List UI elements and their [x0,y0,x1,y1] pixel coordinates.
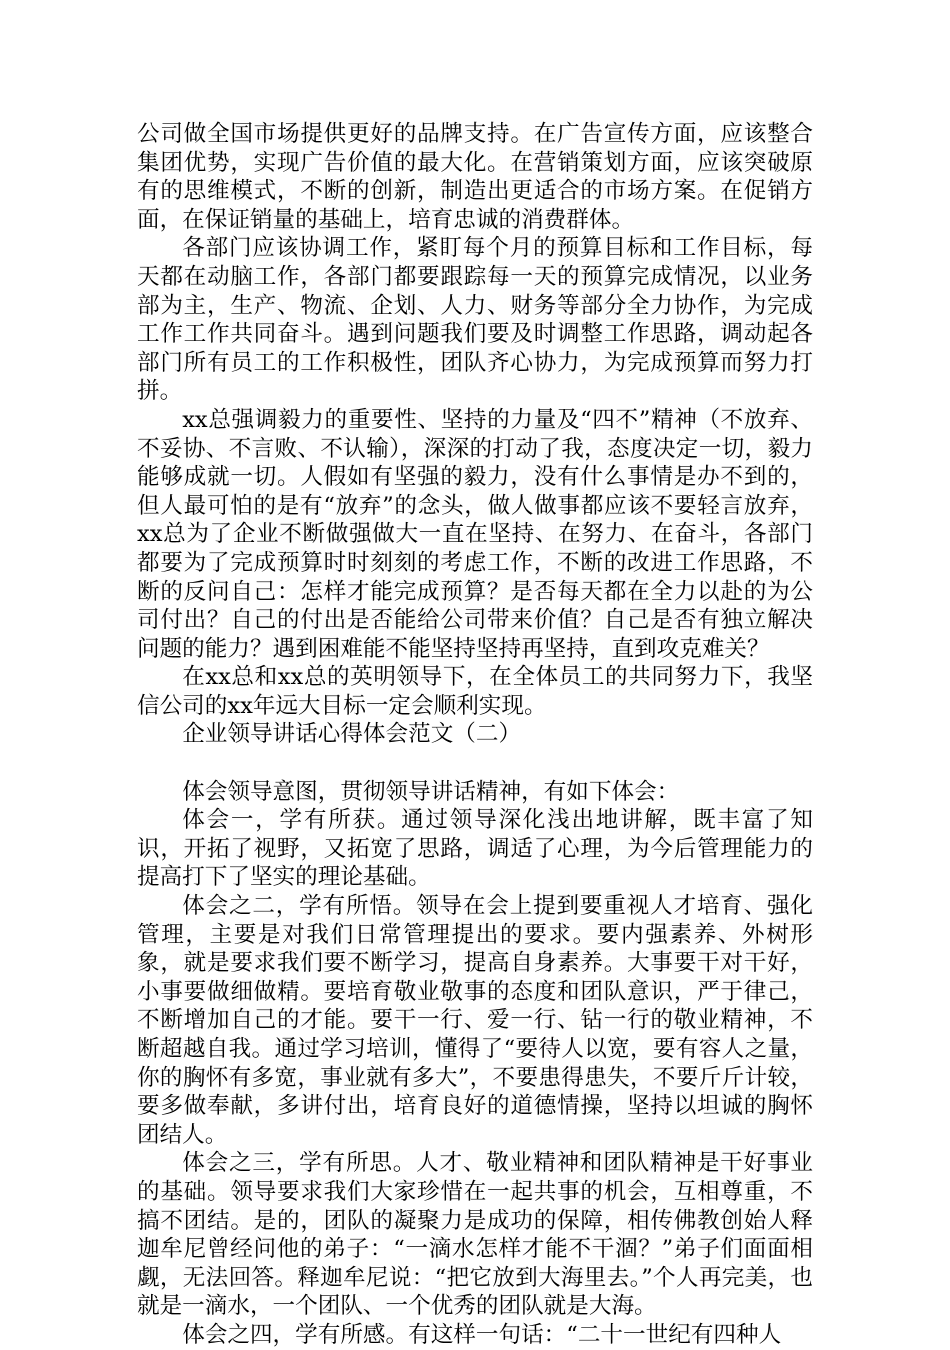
paragraph-brand-support: 公司做全国市场提供更好的品牌支持。在广告宣传方面，应该整合集团优势，实现广告价值的最大化。在营销策划方面，应该突破原有的思维模式，不断的创新，制造出更适合的市场方案。在促销方面，在保证销量的基础上，培育忠诚的消费群体。 [137,121,813,233]
paragraph-goal-confidence: 在xx总和xx总的英明领导下，在全体员工的共同努力下，我坚信公司的xx年远大目标一定会顺利实现。 [137,664,813,719]
paragraph-insight-three: 体会之三，学有所思。人才、敬业精神和团队精神是干好事业的基础。领导要求我们大家珍惜在一起共事的机会，互相尊重，不搞不团结。是的，团队的凝聚力是成功的保障，相传佛教创始人释迦牟尼曾经问他的弟子：“一滴水怎样才能不干涸？”弟子们面面相觑，无法回答。释迦牟尼说：“把它放到大海里去。”个人再完美，也就是一滴水，一个团队、一个优秀的团队就是大海。 [137,1150,813,1320]
paragraph-insight-two: 体会之二，学有所悟。领导在会上提到要重视人才培育、强化管理，主要是对我们日常管理提出的要求。要内强素养、外树形象，就是要求我们要不断学习，提高自身素养。大事要干对干好，小事要做细做精。要培育敬业敬事的态度和团队意识，严于律己，不断增加自己的才能。要干一行、爱一行、钻一行的敬业精神，不断超越自我。通过学习培训，懂得了“要待人以宽，要有容人之量，你的胸怀有多宽，事业就有多大”，不要患得患失，不要斤斤计较，要多做奉献，多讲付出，培育良好的道德情操，坚持以坦诚的胸怀团结人。 [137,893,813,1148]
document-page [137,120,813,1350]
paragraph-intro: 体会领导意图，贯彻领导讲话精神，有如下体会： [182,778,680,805]
paragraph-perseverance: xx总强调毅力的重要性、坚持的力量及“四不”精神（不放弃、不妥协、不言败、不认输），深深的打动了我，态度决定一切，毅力能够成就一切。人假如有坚强的毅力，没有什么事情是办不到的，但人最可怕的是有“放弃”的念头，做人做事都应该不要轻言放弃，xx总为了企业不断做强做大一直在坚持、在努力、在奋斗，各部门都要为了完成预算时时刻刻的考虑工作，不断的改进工作思路，不断的反问自己：怎样才能完成预算？是否每天都在全力以赴的为公司付出？自己的付出是否能给公司带来价值？自己是否有独立解决问题的能力？遇到困难能不能坚持坚持再坚持，直到攻克难关？ [137,406,813,662]
section-heading: 企业领导讲话心得体会范文（二） [182,721,522,748]
blank-line [137,749,813,778]
paragraph-department-coordination: 各部门应该协调工作，紧盯每个月的预算目标和工作目标，每天都在动脑工作，各部门都要跟踪每一天的预算完成情况，以业务部为主，生产、物流、企划、人力、财务等部分全力协作，为完成工作工作共同奋斗。遇到问题我们要及时调整工作思路，调动起各部门所有员工的工作积极性，团队齐心协力，为完成预算而努力打拼。 [137,235,813,405]
paragraph-insight-one: 体会一，学有所获。通过领导深化浅出地讲解，既丰富了知识，开拓了视野，又拓宽了思路，调适了心理，为今后管理能力的提高打下了坚实的理论基础。 [137,807,813,891]
paragraph-insight-four: 体会之四，学有所感。有这样一句话：“二十一世纪有四种人 [182,1321,782,1348]
